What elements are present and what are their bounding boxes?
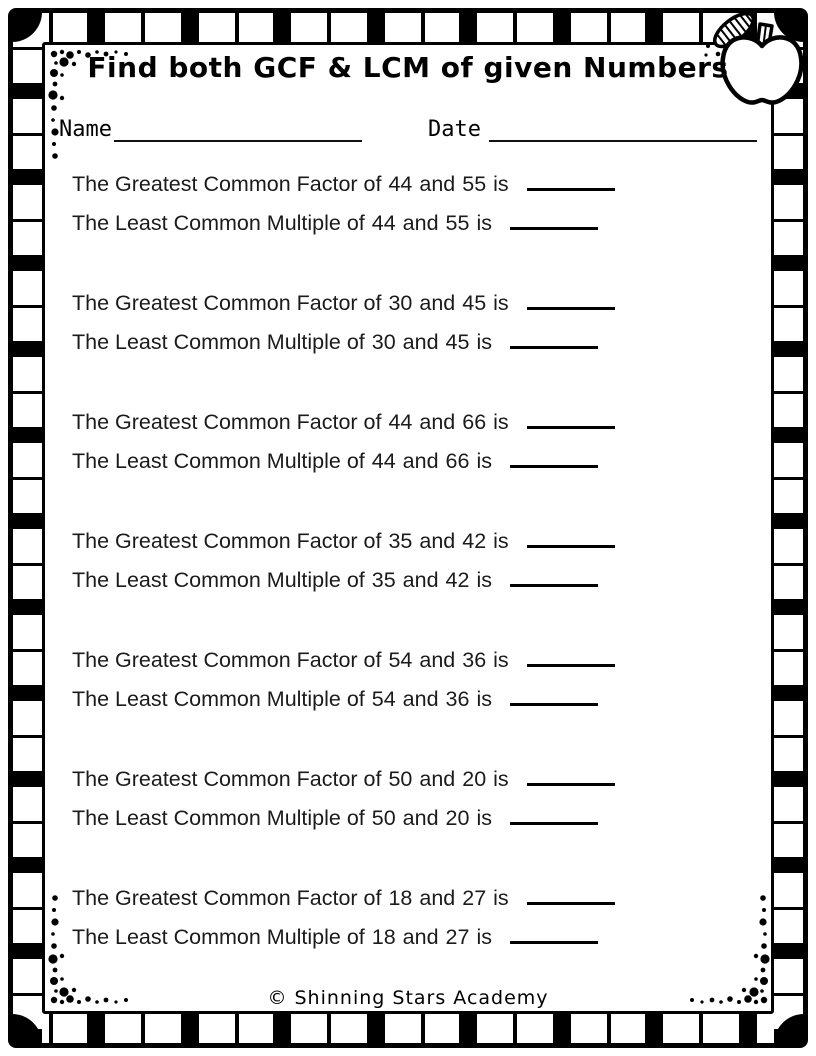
question-pair [72,289,771,367]
answer-blank[interactable] [527,527,615,548]
lcm-question-line: The Least Common Multiple of 50 and 20 is [72,804,771,843]
answer-blank[interactable] [527,408,615,429]
name-label: Name [59,117,112,142]
lcm-question-line: The Least Common Multiple of 44 and 66 is [72,447,771,486]
question-pair [72,527,771,605]
answer-blank[interactable] [510,447,598,468]
gcf-question-line: The Greatest Common Factor of 54 and 36 is [72,646,771,685]
gcf-question-line: The Greatest Common Factor of 35 and 42 is [72,527,771,566]
lcm-question-line: The Least Common Multiple of 54 and 36 is [72,685,771,724]
date-input-line[interactable] [489,114,757,142]
question-pair [72,170,771,248]
question-pair [72,884,771,962]
answer-blank[interactable] [510,923,598,944]
gcf-question-line: The Greatest Common Factor of 44 and 55 is [72,170,771,209]
lcm-question-line: The Least Common Multiple of 35 and 42 is [72,566,771,605]
answer-blank[interactable] [527,289,615,310]
question-pair [72,765,771,843]
answer-blank[interactable] [527,170,615,191]
question-pair [72,646,771,724]
lcm-question-line: The Least Common Multiple of 44 and 55 is [72,209,771,248]
question-pair [72,408,771,486]
gcf-question-line: The Greatest Common Factor of 44 and 66 is [72,408,771,447]
date-label: Date [427,117,481,142]
worksheet-page [45,45,771,1011]
question-list [72,170,771,962]
answer-blank[interactable] [510,328,598,349]
name-date-row [59,114,757,142]
answer-blank[interactable] [510,804,598,825]
answer-blank[interactable] [527,765,615,786]
answer-blank[interactable] [527,646,615,667]
name-input-line[interactable] [114,114,362,142]
gcf-question-line: The Greatest Common Factor of 18 and 27 is [72,884,771,923]
gcf-question-line: The Greatest Common Factor of 30 and 45 is [72,289,771,328]
answer-blank[interactable] [527,884,615,905]
answer-blank[interactable] [510,685,598,706]
page-title: Find both GCF & LCM of given Numbers [87,51,729,84]
lcm-question-line: The Least Common Multiple of 30 and 45 is [72,328,771,367]
footer-credit: © Shinning Stars Academy [267,987,549,1009]
answer-blank[interactable] [510,566,598,587]
answer-blank[interactable] [510,209,598,230]
lcm-question-line: The Least Common Multiple of 18 and 27 is [72,923,771,962]
gcf-question-line: The Greatest Common Factor of 50 and 20 is [72,765,771,804]
